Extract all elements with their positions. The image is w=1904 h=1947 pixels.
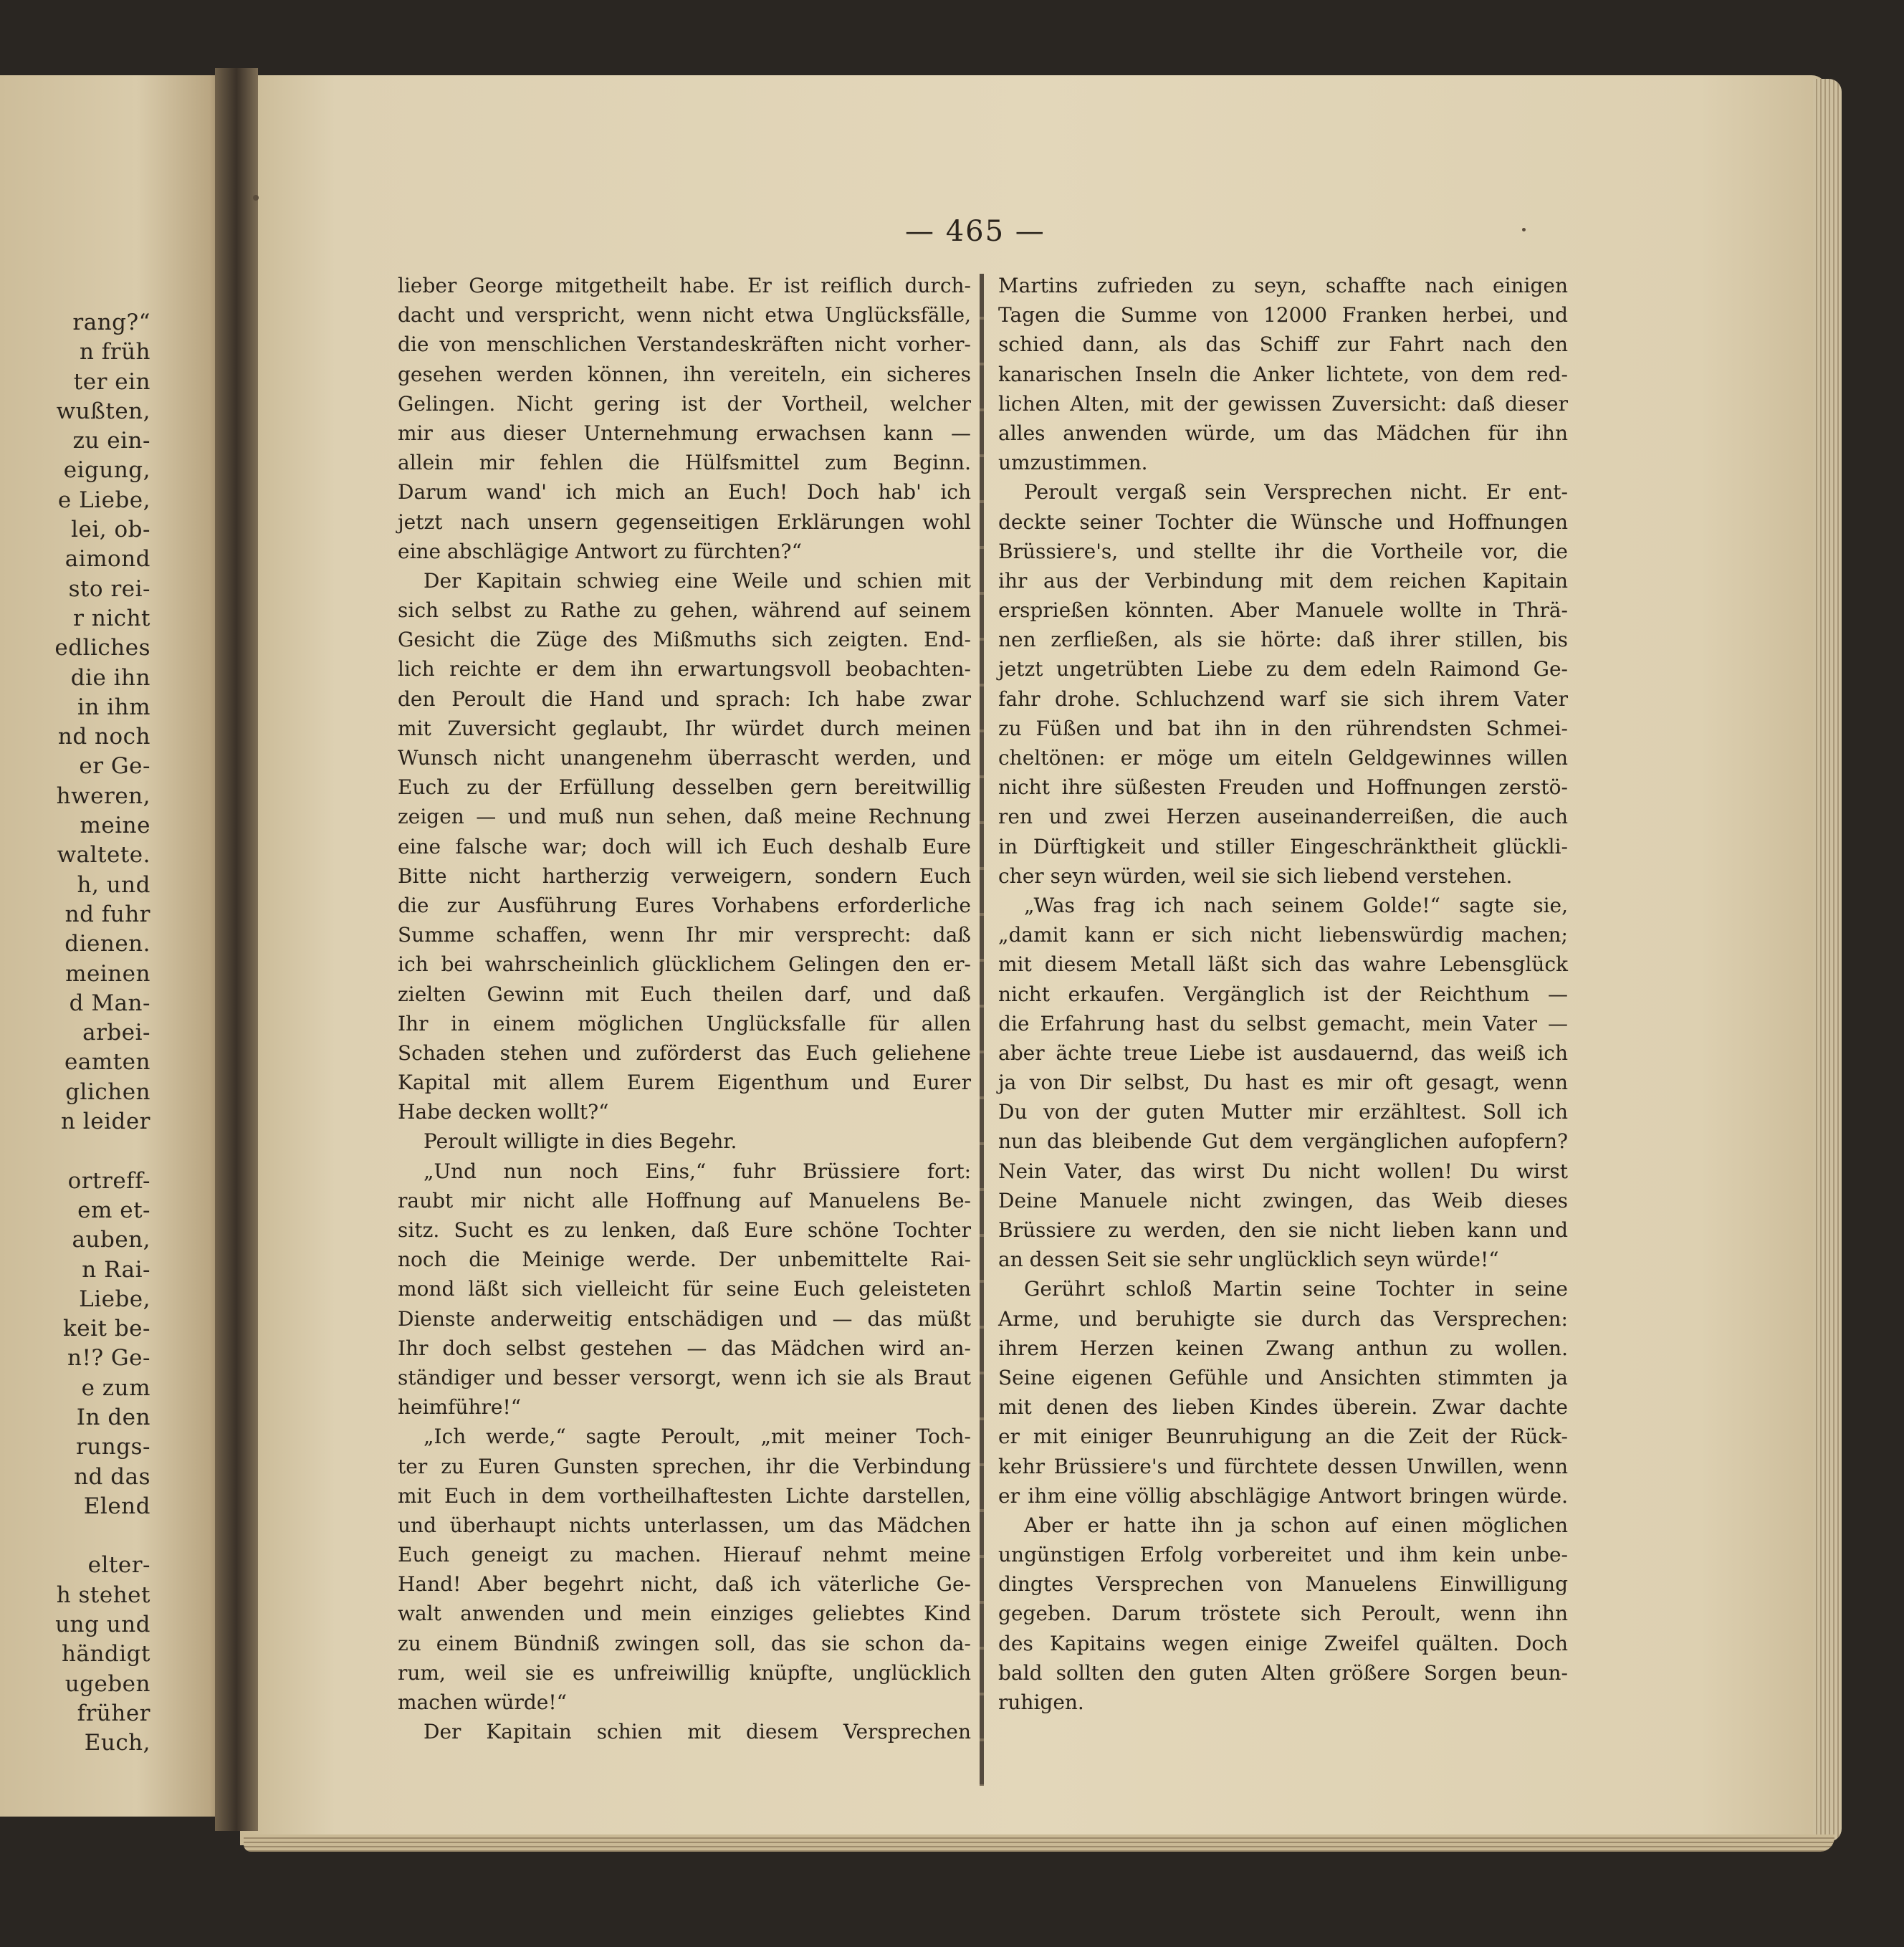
text-line: zu einem Bündniß zwingen soll, das sie schon da- <box>398 1631 971 1655</box>
fragment-line: elter- <box>87 1552 150 1579</box>
text-line: ruhigen. <box>998 1690 1084 1714</box>
fragment-line: ugeben <box>64 1670 150 1697</box>
fragment-line: e zum <box>81 1374 150 1401</box>
bottom-page-edges <box>244 1834 1834 1852</box>
text-column-left <box>398 271 971 1746</box>
text-line: jetzt nach unsern gegenseitigen Erklärungen wohl <box>398 510 971 534</box>
fragment-line: rungs- <box>76 1434 150 1460</box>
text-line: die zur Ausführung Eures Vorhabens erforderliche <box>398 893 971 917</box>
fragment-line: meinen <box>65 960 150 987</box>
text-line: „Was frag ich nach seinem Golde!“ sagte sie, <box>1024 893 1568 917</box>
text-line: bald sollten den guten Alten größere Sorgen beun- <box>998 1660 1568 1685</box>
text-line: sich selbst zu Rathe zu gehen, während auf seinem <box>398 598 971 623</box>
text-line: er mit einiger Beunruhigung an die Zeit der Rück- <box>998 1425 1568 1449</box>
text-line: den Peroult die Hand und sprach: Ich habe zwar <box>398 687 971 711</box>
text-line: lich reichte er dem ihn erwartungsvoll beobachten- <box>398 657 971 681</box>
text-line: gesehen werden können, ihn vereiteln, ein sicheres <box>398 362 971 386</box>
text-line: Peroult willigte in dies Begehr. <box>424 1129 737 1154</box>
fragment-line: die ihn <box>70 664 150 691</box>
fragment-line: n leider <box>60 1109 150 1135</box>
fragment-line: lei, ob- <box>71 517 150 543</box>
fragment-line: nd noch <box>57 724 150 750</box>
fragment-line: ung und <box>55 1612 150 1638</box>
fragment-line: auben, <box>72 1227 150 1253</box>
text-line: schied dann, als das Schiff zur Fahrt nach den <box>998 333 1568 357</box>
text-line: „Und nun noch Eins,“ fuhr Brüssiere fort: <box>424 1159 971 1183</box>
text-line: kehr Brüssiere's und fürchtete dessen Unwillen, wenn <box>998 1454 1568 1478</box>
fragment-line: Liebe, <box>79 1286 150 1312</box>
fragment-line: dienen. <box>64 931 150 957</box>
text-line: Aber er hatte ihn ja schon auf einen möglichen <box>1024 1513 1568 1537</box>
fragment-line: sto rei- <box>68 575 150 602</box>
text-line: zeigen — und muß nun sehen, daß meine Rechnung <box>398 805 971 829</box>
text-line: „Ich werde,“ sagte Peroult, „mit meiner Toch- <box>424 1425 971 1449</box>
fragment-gap <box>0 1137 150 1166</box>
fragment-line: Elend <box>83 1493 150 1519</box>
text-line: Wunsch nicht unangenehm überrascht werden, und <box>398 746 971 770</box>
previous-page-text <box>0 308 150 1759</box>
text-line: heimführe!“ <box>398 1395 522 1420</box>
text-line: jetzt ungetrübten Liebe zu dem edeln Raimond Ge- <box>998 657 1568 681</box>
text-line: ihrem Herzen keinen Zwang anthun zu wollen. <box>998 1336 1568 1360</box>
text-line: lichen Alten, mit der gewissen Zuversicht: daß dieser <box>998 391 1568 416</box>
text-line: Ihr in einem möglichen Unglücksfalle für allen <box>398 1011 971 1035</box>
text-line: ja von Dir selbst, Du hast es mir oft gesagt, wenn <box>998 1071 1568 1095</box>
text-line: sitz. Sucht es zu lenken, daß Eure schöne Tochter <box>398 1218 971 1242</box>
fragment-line: keit be- <box>62 1316 150 1342</box>
fragment-line: glichen <box>65 1078 150 1105</box>
text-line: Seine eigenen Gefühle und Ansichten stimmten ja <box>998 1365 1568 1389</box>
text-line: ter zu Euren Gunsten sprechen, ihr die Verbindung <box>398 1454 971 1478</box>
text-line: ungünstigen Erfolg vorbereitet und ihm kein unbe- <box>998 1543 1568 1567</box>
text-line: des Kapitains wegen einige Zweifel quälten. Doch <box>998 1631 1568 1655</box>
text-line: Gerührt schloß Martin seine Tochter in seine <box>1024 1277 1568 1301</box>
text-line: er ihm eine völlig abschlägige Antwort bringen würde. <box>998 1483 1568 1508</box>
text-line: noch die Meinige werde. Der unbemittelte Rai- <box>398 1248 971 1272</box>
text-line: Bitte nicht hartherzig verweigern, sondern Euch <box>398 864 971 888</box>
text-line: Peroult vergaß sein Versprechen nicht. Er ent- <box>1024 480 1568 504</box>
text-line: und überhaupt nichts unterlassen, um das Mädchen <box>398 1513 971 1537</box>
text-line: ren und zwei Herzen auseinanderreißen, die auch <box>998 805 1568 829</box>
fragment-gap <box>0 1521 150 1551</box>
fragment-line: h, und <box>77 871 150 898</box>
text-line: „damit kann er sich nicht liebenswürdig machen; <box>998 923 1568 947</box>
text-line: umzustimmen. <box>998 451 1148 475</box>
fragment-line: edliches <box>54 635 150 661</box>
fragment-line: n!? Ge- <box>67 1345 150 1372</box>
text-line: Martins zufrieden zu seyn, schaffte nach einigen <box>998 274 1568 297</box>
text-line: Euch zu der Erfüllung desselben gern bereitwillig <box>398 775 971 800</box>
text-line: rum, weil sie es unfreiwillig knüpfte, unglücklich <box>398 1660 971 1685</box>
text-line: mit Euch in dem vortheilhaftesten Lichte darstellen, <box>398 1483 971 1508</box>
text-line: die von menschlichen Verstandeskräften nicht vorher- <box>398 333 971 357</box>
fragment-line: ortreff- <box>67 1167 150 1194</box>
fragment-line: in ihm <box>77 694 150 720</box>
text-line: zu Füßen und bat ihn in den rührendsten Schmei- <box>998 716 1568 740</box>
text-line: nen zerfließen, als sie hörte: daß ihrer stillen, bis <box>998 628 1568 652</box>
text-line: mir aus dieser Unternehmung erwachsen kann — <box>398 421 971 445</box>
text-line: Du von der guten Mutter mir erzähltest. Soll ich <box>998 1100 1568 1124</box>
text-line: mit Zuversicht geglaubt, Ihr würdet durch meinen <box>398 716 971 740</box>
text-line: mit diesem Metall läßt sich das wahre Lebensglück <box>998 952 1568 977</box>
fragment-line: Euch, <box>84 1730 150 1756</box>
fragment-line: rang?“ <box>72 310 150 335</box>
text-line: Kapital mit allem Eurem Eigenthum und Eurer <box>398 1071 971 1095</box>
fragment-line: früher <box>77 1700 150 1726</box>
fragment-line: n Rai- <box>82 1256 150 1283</box>
text-line: ich bei wahrscheinlich glücklichem Gelingen den er- <box>398 952 971 977</box>
text-line: cher seyn würden, weil sie sich liebend verstehen. <box>998 864 1513 888</box>
fragment-line: zu ein- <box>72 428 150 454</box>
text-line: Deine Manuele nicht zwingen, das Weib dieses <box>998 1188 1568 1212</box>
fragment-line: ter ein <box>73 368 150 395</box>
text-line: Brüssiere's, und stellte ihr die Vortheile vor, die <box>998 539 1568 563</box>
book-gutter <box>215 68 258 1831</box>
text-line: gegeben. Darum tröstete sich Peroult, wenn ihn <box>998 1602 1568 1626</box>
text-line: eine abschlägige Antwort zu fürchten?“ <box>398 539 802 563</box>
column-divider <box>980 274 984 1786</box>
text-line: aber ächte treue Liebe ist ausdauernd, das weiß ich <box>998 1041 1568 1065</box>
text-line: lieber George mitgetheilt habe. Er ist reiflich durch- <box>398 274 971 297</box>
text-line: machen würde!“ <box>398 1690 567 1714</box>
text-line: Arme, und beruhigte sie durch das Versprechen: <box>998 1306 1568 1331</box>
fragment-line: eamten <box>64 1049 150 1076</box>
text-line: Summe schaffen, wenn Ihr mir versprecht: daß <box>398 923 971 947</box>
ink-spot <box>253 195 259 201</box>
ink-spot <box>1522 228 1526 231</box>
text-line: kanarischen Inseln die Anker lichtete, von dem red- <box>998 362 1568 386</box>
fragment-line: d Man- <box>69 990 150 1016</box>
text-line: mit denen des lieben Kindes überein. Zwar dachte <box>998 1395 1568 1420</box>
text-line: raubt mir nicht alle Hoffnung auf Manuelens Be- <box>398 1188 971 1212</box>
text-line: nicht erkaufen. Vergänglich ist der Reichthum — <box>998 982 1568 1006</box>
text-line: Gelingen. Nicht gering ist der Vortheil, welcher <box>398 391 971 416</box>
text-line: nicht ihre süßesten Freuden und Hoffnungen zerstö- <box>998 775 1568 800</box>
fragment-line: aimond <box>64 546 150 573</box>
text-line: Habe decken wollt?“ <box>398 1100 609 1124</box>
text-line: dacht und verspricht, wenn nicht etwa Unglücksfälle, <box>398 303 971 327</box>
text-column-right <box>998 271 1568 1717</box>
text-line: ersprießen könnten. Aber Manuele wollte in Thrä- <box>998 598 1568 623</box>
fragment-line: nd das <box>74 1463 150 1490</box>
text-line: die Erfahrung hast du selbst gemacht, mein Vater — <box>998 1011 1568 1035</box>
page-number: — 465 — <box>905 215 1046 248</box>
text-line: Nein Vater, das wirst Du nicht wollen! Du wirst <box>998 1159 1568 1183</box>
text-line: an dessen Seit sie sehr unglücklich seyn würde!“ <box>998 1248 1499 1272</box>
page-edges <box>1813 79 1842 1842</box>
fragment-line: wußten, <box>56 398 150 424</box>
text-line: Schaden stehen und zuförderst das Euch geliehene <box>398 1041 971 1065</box>
fragment-line: nd fuhr <box>64 901 150 927</box>
fragment-line: n früh <box>79 339 150 365</box>
fragment-line: waltete. <box>57 842 150 869</box>
fragment-line: eigung, <box>63 457 150 484</box>
text-line: walt anwenden und mein einziges geliebtes Kind <box>398 1602 971 1626</box>
text-line: ständiger und besser versorgt, wenn ich sie als Braut <box>398 1365 971 1389</box>
text-line: allein mir fehlen die Hülfsmittel zum Beginn. <box>398 451 971 475</box>
text-line: deckte seiner Tochter die Wünsche und Hoffnungen <box>998 510 1568 534</box>
text-line: in Dürftigkeit und stiller Eingeschränktheit glückli- <box>998 834 1568 858</box>
text-line: nun das bleibende Gut dem vergänglichen aufopfern? <box>998 1129 1568 1154</box>
text-line: Hand! Aber begehrt nicht, daß ich väterliche Ge- <box>398 1572 971 1597</box>
fragment-line: em et- <box>77 1197 150 1223</box>
fragment-line: r nicht <box>73 605 150 631</box>
text-line: Der Kapitain schwieg eine Weile und schien mit <box>424 568 971 593</box>
fragment-line: e Liebe, <box>57 487 150 513</box>
fragment-line: h stehet <box>56 1582 150 1608</box>
text-line: Gesicht die Züge des Mißmuths sich zeigten. End- <box>398 628 971 652</box>
text-line: Der Kapitain schien mit diesem Versprechen <box>424 1720 971 1744</box>
text-line: ihr aus der Verbindung mit dem reichen Kapitain <box>998 568 1568 593</box>
fragment-line: hweren, <box>56 783 150 809</box>
text-line: Euch geneigt zu machen. Hierauf nehmt meine <box>398 1543 971 1567</box>
text-line: Ihr doch selbst gestehen — das Mädchen wird an- <box>398 1336 971 1360</box>
text-line: alles anwenden würde, um das Mädchen für ihn <box>998 421 1568 445</box>
text-line: zielten Gewinn mit Euch theilen darf, und daß <box>398 982 971 1006</box>
text-line: cheltönen: er möge um eiteln Geldgewinnes willen <box>998 746 1568 770</box>
text-line: Dienste anderweitig entschädigen und — das müßt <box>398 1306 971 1331</box>
text-line: dingtes Versprechen von Manuelens Einwilligung <box>998 1572 1568 1597</box>
text-line: eine falsche war; doch will ich Euch deshalb Eure <box>398 834 971 858</box>
fragment-line: händigt <box>62 1641 150 1668</box>
text-line: Darum wand' ich mich an Euch! Doch hab' ich <box>398 480 971 504</box>
text-line: fahr drohe. Schluchzend warf sie sich ihrem Vater <box>998 687 1568 711</box>
fragment-line: meine <box>80 813 150 839</box>
text-line: Tagen die Summe von 12000 Franken herbei, und <box>998 303 1568 327</box>
text-line: Brüssiere zu werden, den sie nicht lieben kann und <box>998 1218 1568 1242</box>
text-line: mond läßt sich vielleicht für seine Euch geleisteten <box>398 1277 971 1301</box>
fragment-line: In den <box>76 1404 150 1430</box>
fragment-line: arbei- <box>82 1020 150 1046</box>
fragment-line: er Ge- <box>79 753 150 780</box>
